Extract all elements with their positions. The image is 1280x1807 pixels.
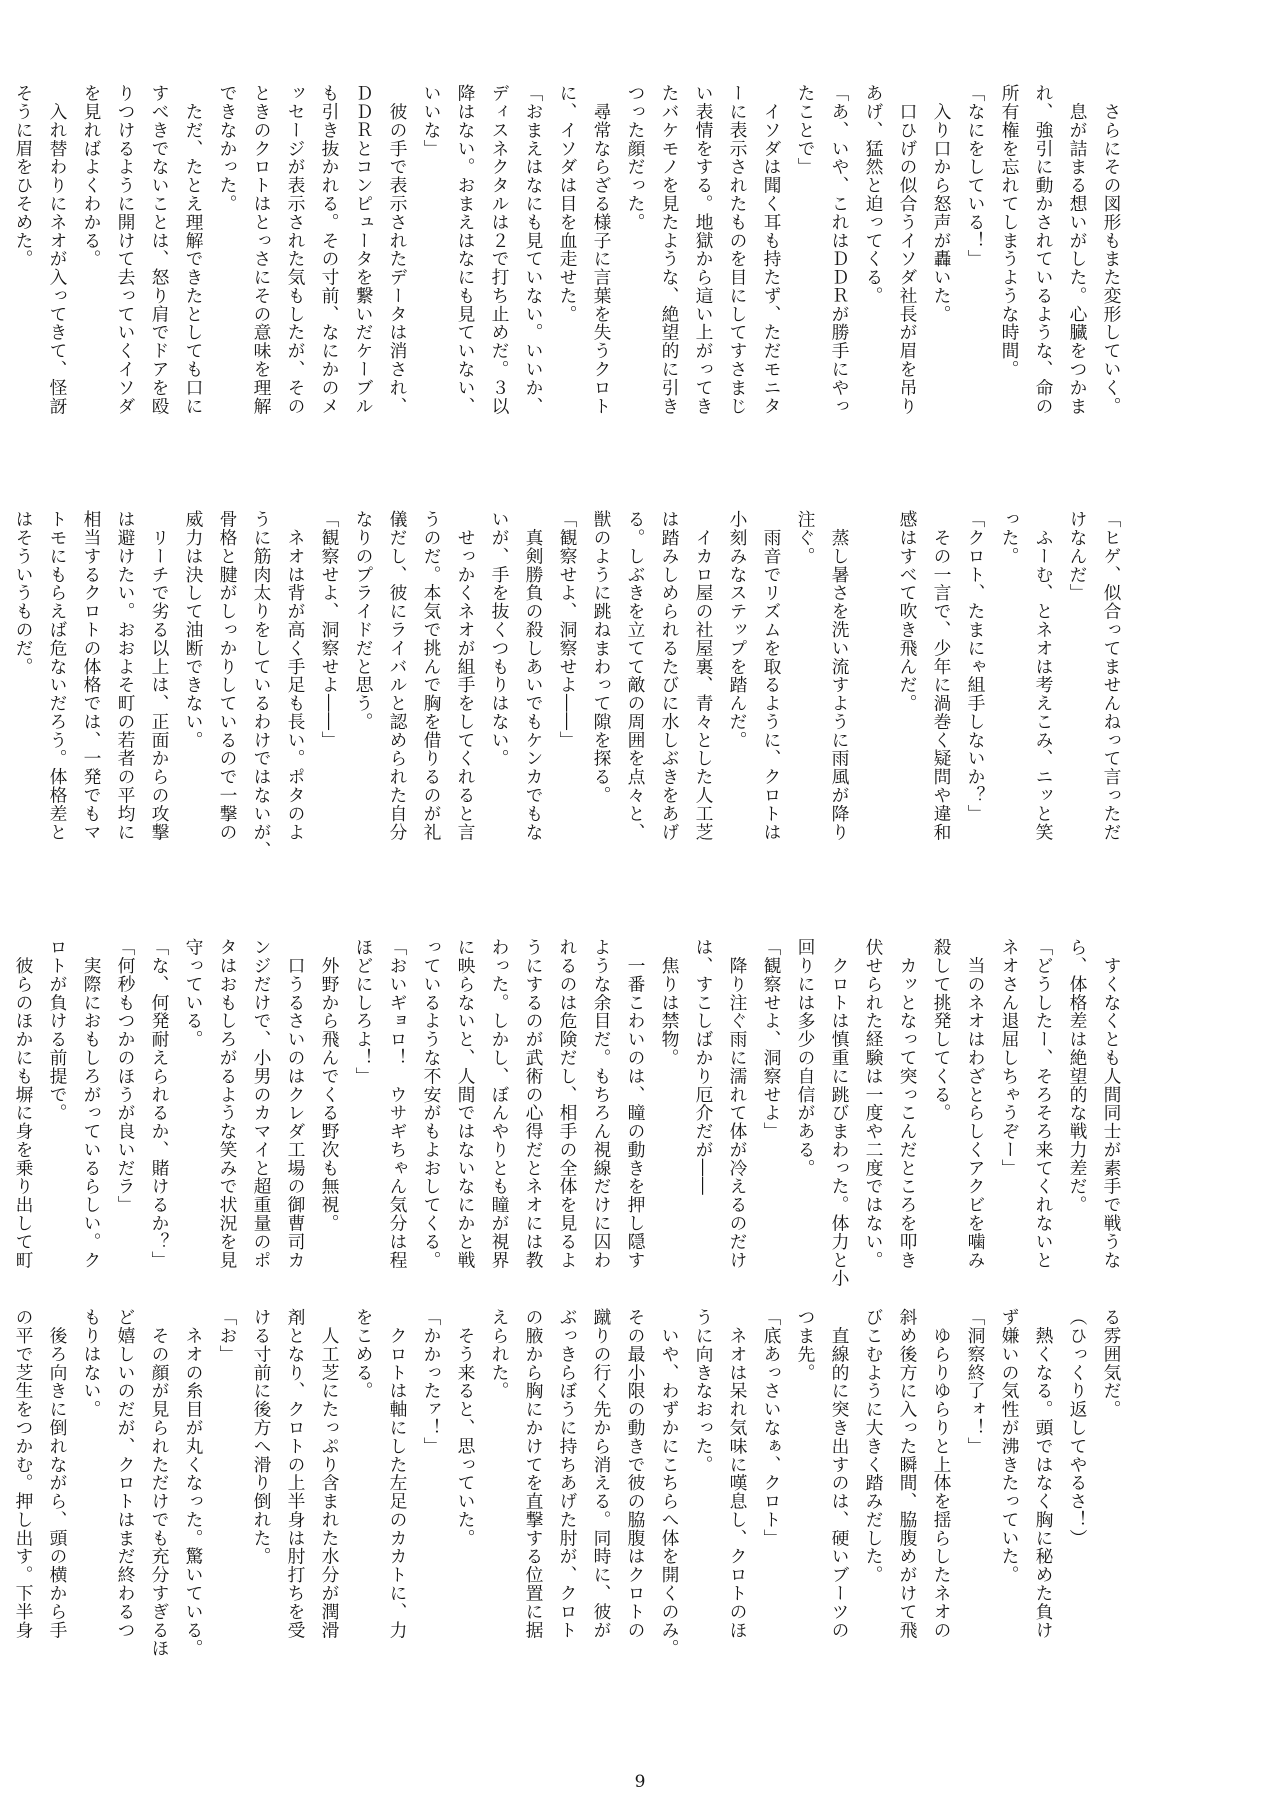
text-line: る。しぶきを立てて敵の周囲を点々と、 bbox=[625, 510, 646, 842]
text-line: なりのプライドだと思う。 bbox=[353, 510, 374, 731]
text-line: けなんだ」 bbox=[1067, 510, 1088, 602]
text-line: その顔が見られただけでも充分すぎるほ bbox=[149, 1308, 170, 1658]
text-line: ーに表示されたものを目にしてすさまじ bbox=[727, 84, 748, 416]
text-line: トモにもらえば危ないだろう。体格差と bbox=[47, 510, 68, 842]
text-line: 「クロト、たまにゃ組手しないか？」 bbox=[965, 510, 986, 823]
text-line: びこむように大きく踏みだした。 bbox=[863, 1308, 884, 1584]
text-line: は、すこしばかり厄介だが―― bbox=[693, 938, 714, 1196]
text-line: いや、わずかにこちらへ体を開くのみ。 bbox=[659, 1308, 680, 1658]
text-line: 口ひげの似合うイソダ社長が眉を吊り bbox=[897, 84, 918, 416]
text-tier-3 bbox=[13, 938, 1128, 1318]
text-line: 「な、何発耐えられるか、賭けるか？」 bbox=[149, 938, 170, 1270]
text-line: 人工芝にたっぷり含まれた水分が潤滑 bbox=[319, 1308, 340, 1640]
text-line: 直線的に突き出すのは、硬いブーツの bbox=[829, 1308, 850, 1640]
text-line: ような余目だ。もちろん視線だけに囚わ bbox=[591, 938, 612, 1270]
text-line: ゆらりゆらりと上体を揺らしたネオの bbox=[931, 1308, 952, 1640]
text-line: 注ぐ。 bbox=[795, 510, 816, 566]
text-line: 「おまえはなにも見ていない。いいか、 bbox=[523, 84, 544, 416]
text-line: 相当するクロトの体格では、一発でもマ bbox=[81, 510, 102, 842]
text-line: ネオは呆れ気味に嘆息し、クロトのほ bbox=[727, 1308, 748, 1640]
text-tier-4 bbox=[13, 1308, 1128, 1688]
text-line: もりはない。 bbox=[81, 1308, 102, 1419]
text-line: 雨音でリズムを取るように、クロトは bbox=[761, 510, 782, 842]
text-line: も引き抜かれる。その寸前、なにかのメ bbox=[319, 84, 340, 416]
text-line: たことで」 bbox=[795, 84, 816, 176]
text-line: 「ヒゲ、似合ってませんねって言っただ bbox=[1101, 510, 1122, 842]
text-line: イカロ屋の社屋裏、青々とした人工芝 bbox=[693, 510, 714, 842]
text-line: 所有権を忘れてしまうような時間。 bbox=[999, 84, 1020, 379]
text-line: 真剣勝負の殺しあいでもケンカでもな bbox=[523, 510, 544, 842]
text-line: 「何秒もつかのほうが良いだラ」 bbox=[115, 938, 136, 1214]
text-line: うに筋肉太りをしているわけではないが、 bbox=[251, 510, 272, 860]
text-line: 「洞察終了ォ！」 bbox=[965, 1308, 986, 1456]
text-line: は避けたい。おおよそ町の若者の平均に bbox=[115, 510, 136, 842]
text-line: 後ろ向きに倒れながら、頭の横から手 bbox=[47, 1308, 68, 1640]
text-line: そうに眉をひそめた。 bbox=[13, 84, 34, 268]
text-line: 獣のように跳ねまわって隙を探る。 bbox=[591, 510, 612, 805]
text-line bbox=[0, 510, 6, 890]
text-line: ネオは背が高く手足も長い。ポタのよ bbox=[285, 510, 306, 842]
text-line: そう来ると、思っていた。 bbox=[455, 1308, 476, 1548]
text-line: る雰囲気だ。 bbox=[1101, 1308, 1122, 1419]
text-line: 「底あっさいなぁ、クロト」 bbox=[761, 1308, 782, 1548]
text-line: 入れ替わりにネオが入ってきて、怪訝 bbox=[47, 84, 68, 416]
text-line: りつけるように開けて去っていくイソダ bbox=[115, 84, 136, 416]
text-line: 斜め後方に入った瞬間、脇腹めがけて飛 bbox=[897, 1308, 918, 1640]
text-line: 「かかったァ！」 bbox=[421, 1308, 442, 1456]
text-line: うのだ。本気で挑んで胸を借りるのが礼 bbox=[421, 510, 442, 842]
text-line: ける寸前に後方へ滑り倒れた。 bbox=[251, 1308, 272, 1566]
text-line: 蒸し暑さを洗い流すように雨風が降り bbox=[829, 510, 850, 842]
text-line: ら、体格差は絶望的な戦力差だ。 bbox=[1067, 938, 1088, 1214]
text-line: つった顔だった。 bbox=[625, 84, 646, 232]
text-line bbox=[0, 938, 6, 1318]
text-line: できなかった。 bbox=[217, 84, 238, 213]
text-line: うに向きなおった。 bbox=[693, 1308, 714, 1474]
text-line: 「観察せよ、洞察せよ」 bbox=[761, 938, 782, 1141]
text-line bbox=[0, 84, 6, 464]
text-line: の腋から胸にかけてを直撃する位置に据 bbox=[523, 1308, 544, 1640]
text-line: 「あ、いや、これはＤＤＲが勝手にやっ bbox=[829, 84, 850, 416]
text-line: ネオさん退屈しちゃうぞー」 bbox=[999, 938, 1020, 1178]
text-line: すべきでないことは、怒り肩でドアを殴 bbox=[149, 84, 170, 416]
text-line: イソダは聞く耳も持たず、ただモニタ bbox=[761, 84, 782, 416]
text-line: 小刻みなステップを踏んだ。 bbox=[727, 510, 748, 750]
text-line: ず嫌いの気性が沸きたっていた。 bbox=[999, 1308, 1020, 1584]
text-line: れるのは危険だし、相手の全体を見るよ bbox=[557, 938, 578, 1270]
text-line: あげ、猛然と迫ってくる。 bbox=[863, 84, 884, 305]
text-line: 伏せられた経験は一度や二度ではない。 bbox=[863, 938, 884, 1270]
text-line: 「どうしたー、そろそろ来てくれないと bbox=[1033, 938, 1054, 1270]
text-line: れ、強引に動かされているような、命の bbox=[1033, 84, 1054, 416]
text-line: タはおもしろがるような笑みで状況を見 bbox=[217, 938, 238, 1270]
text-line: 回りには多少の自信がある。 bbox=[795, 938, 816, 1178]
text-line: 尋常ならざる様子に言葉を失うクロト bbox=[591, 84, 612, 416]
text-line: カッとなって突っこんだところを叩き bbox=[897, 938, 918, 1270]
text-line: クロトは軸にした左足のカカトに、力 bbox=[387, 1308, 408, 1640]
text-line: えられた。 bbox=[489, 1308, 510, 1400]
text-line: ふーむ、とネオは考えこみ、ニッと笑 bbox=[1033, 510, 1054, 842]
text-line: せっかくネオが組手をしてくれると言 bbox=[455, 510, 476, 842]
text-line: 「おいギョロ！ ウサギちゃん気分は程 bbox=[387, 938, 408, 1270]
text-tier-2 bbox=[13, 510, 1128, 890]
text-line: いいな」 bbox=[421, 84, 442, 158]
text-line: をこめる。 bbox=[353, 1308, 374, 1400]
page-number: 9 bbox=[634, 1772, 646, 1792]
text-line: その最小限の動きで彼の脇腹はクロトの bbox=[625, 1308, 646, 1640]
text-line: はそういうものだ。 bbox=[13, 510, 34, 676]
text-line: 降はない。おまえはなにも見ていない、 bbox=[455, 84, 476, 416]
text-line bbox=[0, 1308, 6, 1688]
text-line: つま先。 bbox=[795, 1308, 816, 1382]
text-line: 一番こわいのは、瞳の動きを押し隠す bbox=[625, 938, 646, 1270]
text-line: たバケモノを見たような、絶望的に引き bbox=[659, 84, 680, 416]
text-line: は踏みしめられるたびに水しぶきをあげ bbox=[659, 510, 680, 842]
text-line: ロトが負ける前提で。 bbox=[47, 938, 68, 1122]
text-line: わった。しかし、ぼんやりとも瞳が視界 bbox=[489, 938, 510, 1270]
text-line: い表情をする。地獄から這い上がってき bbox=[693, 84, 714, 416]
text-line: 「なにをしている！」 bbox=[965, 84, 986, 268]
text-line bbox=[856, 510, 890, 890]
text-line: 降り注ぐ雨に濡れて体が冷えるのだけ bbox=[727, 938, 748, 1270]
text-line: さらにその図形もまた変形していく。 bbox=[1101, 84, 1122, 416]
text-line: 「観察せよ、洞察せよ――」 bbox=[319, 510, 340, 750]
text-line: 守っている。 bbox=[183, 938, 204, 1049]
text-line: 威力は決して油断できない。 bbox=[183, 510, 204, 750]
text-line: ときのクロトはとっさにその意味を理解 bbox=[251, 84, 272, 416]
text-line: 当のネオはわざとらしくアクビを噛み bbox=[965, 938, 986, 1270]
text-line: 「お」 bbox=[217, 1308, 238, 1364]
text-line: ど嬉しいのだが、クロトはまだ終わるつ bbox=[115, 1308, 136, 1640]
text-line: 彼らのほかにも塀に身を乗り出して町 bbox=[13, 938, 34, 1270]
text-line: うにするのが武術の心得だとネオには教 bbox=[523, 938, 544, 1270]
text-line: 彼の手で表示されたデータは消され、 bbox=[387, 84, 408, 416]
text-line: ＤＤＲとコンピュータを繋いだケーブル bbox=[353, 84, 374, 416]
text-line: に映らないと、人間ではないなにかと戦 bbox=[455, 938, 476, 1270]
text-line: ッセージが表示された気もしたが、その bbox=[285, 84, 306, 416]
text-line: ただ、たとえ理解できたとしても口に bbox=[183, 84, 204, 416]
text-line: クロトは慎重に跳びまわった。体力と小 bbox=[829, 938, 850, 1288]
text-line: 儀だし、彼にライバルと認められた自分 bbox=[387, 510, 408, 842]
text-line: 実際におもしろがっているらしい。ク bbox=[81, 938, 102, 1270]
text-line: ンジだけで、小男のカマイと超重量のポ bbox=[251, 938, 272, 1270]
text-line: 外野から飛んでくる野次も無視。 bbox=[319, 938, 340, 1233]
text-tier-1 bbox=[13, 84, 1128, 464]
text-line: 口うるさいのはクレダ工場の御曹司カ bbox=[285, 938, 306, 1270]
text-line: すくなくとも人間同士が素手で戦うな bbox=[1101, 938, 1122, 1270]
text-line: 入り口から怒声が轟いた。 bbox=[931, 84, 952, 324]
text-line: 「観察せよ、洞察せよ――」 bbox=[557, 510, 578, 750]
text-line: ぶっきらぼうに持ちあげた肘が、クロト bbox=[557, 1308, 578, 1640]
text-line: （ひっくり返してやるさ！） bbox=[1067, 1308, 1088, 1548]
text-line: の平で芝生をつかむ。押し出す。下半身 bbox=[13, 1308, 34, 1640]
text-line: 殺して挑発してくる。 bbox=[931, 938, 952, 1122]
text-line: リーチで劣る以上は、正面からの攻撃 bbox=[149, 510, 170, 842]
text-line: 蹴りの行く先から消える。同時に、彼が bbox=[591, 1308, 612, 1640]
text-line: 熱くなる。頭ではなく胸に秘めた負け bbox=[1033, 1308, 1054, 1640]
text-line: いが、手を抜くつもりはない。 bbox=[489, 510, 510, 768]
text-line: 焦りは禁物。 bbox=[659, 938, 680, 1067]
text-line: ディスネクタルは２で打ち止めだ。３以 bbox=[489, 84, 510, 416]
text-line: 息が詰まる想いがした。心臓をつかま bbox=[1067, 84, 1088, 416]
text-line: に、イソダは目を血走せた。 bbox=[557, 84, 578, 324]
text-line: その一言で、少年に渦巻く疑問や違和 bbox=[931, 510, 952, 842]
text-line: 骨格と腱がしっかりしているので一撃の bbox=[217, 510, 238, 842]
text-line: っているような不安がもよおしてくる。 bbox=[421, 938, 442, 1270]
text-line: ネオの糸目が丸くなった。驚いている。 bbox=[183, 1308, 204, 1658]
text-line: 剤となり、クロトの上半身は肘打ちを受 bbox=[285, 1308, 306, 1640]
text-line: ほどにしろよ！」 bbox=[353, 938, 374, 1086]
text-line: を見ればよくわかる。 bbox=[81, 84, 102, 268]
text-line: 感はすべて吹き飛んだ。 bbox=[897, 510, 918, 713]
text-line: った。 bbox=[999, 510, 1020, 566]
